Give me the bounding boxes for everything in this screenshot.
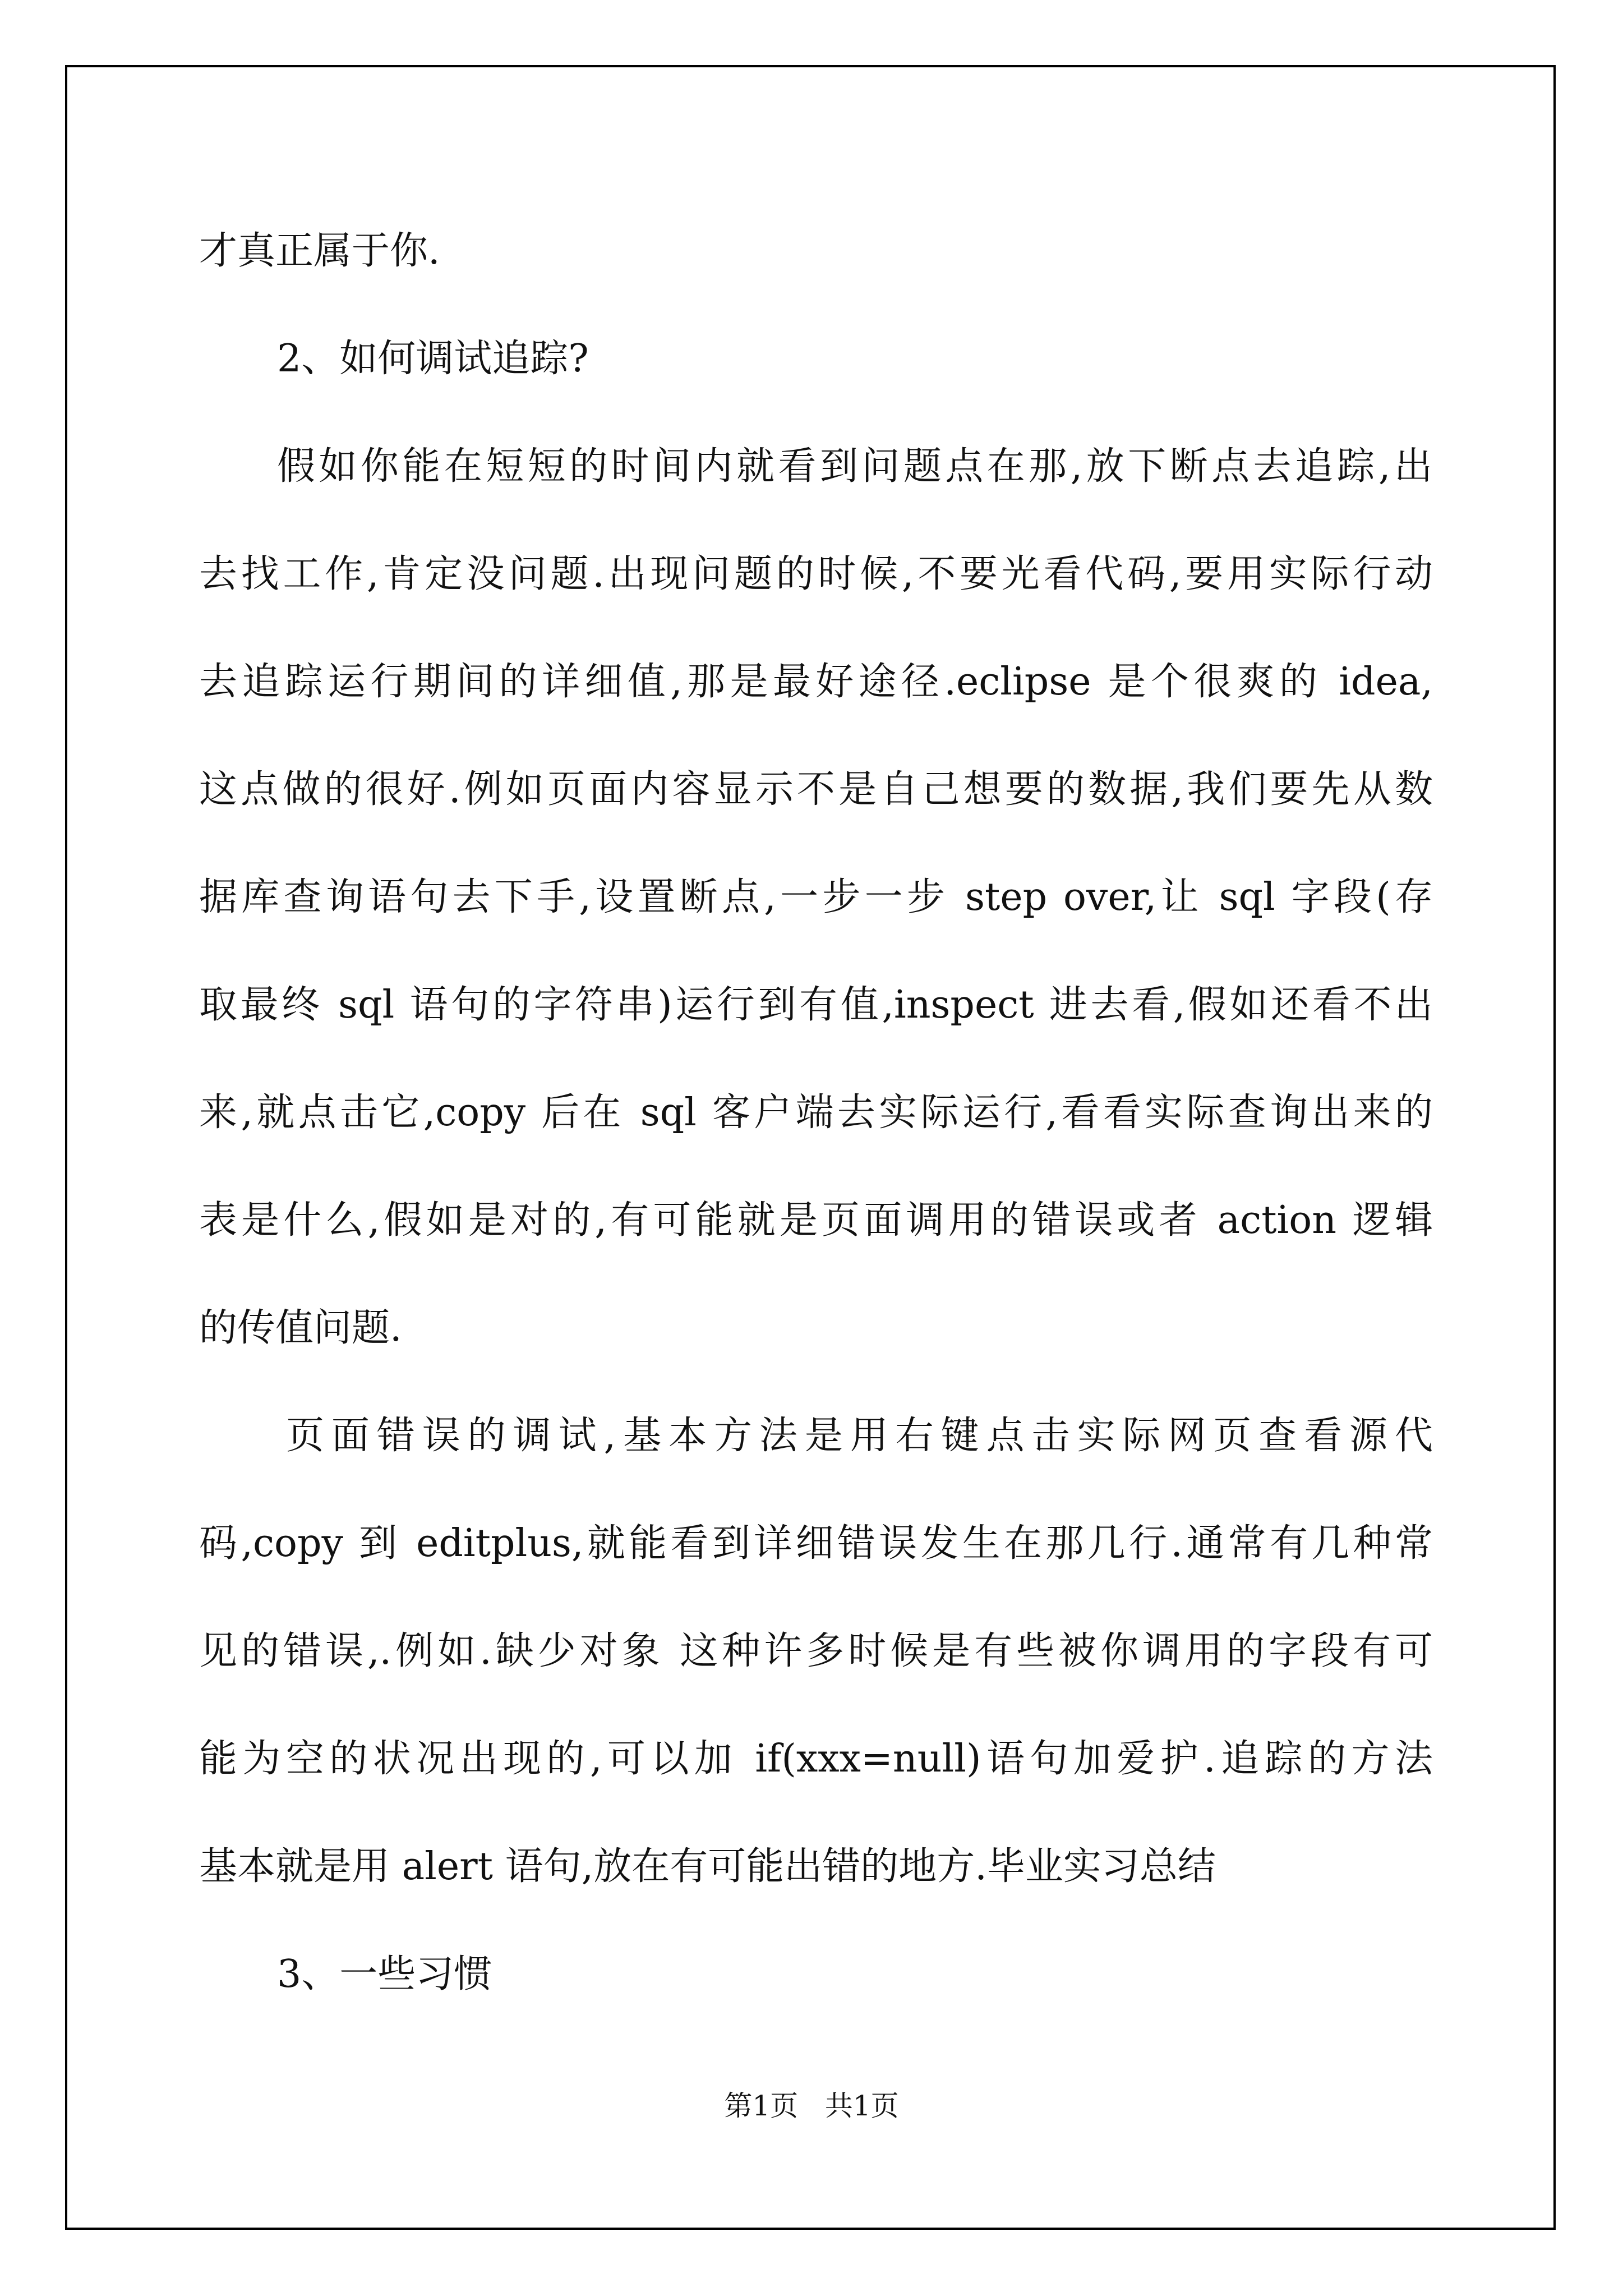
text-line-9: 来,就点击它,copy 后在 sql 客户端去实际运行,看看实际查询出来的	[199, 1091, 1433, 1135]
text-line-15: 能为空的状况出现的,可以加 if(xxx=null)语句加爱护.追踪的方法	[199, 1737, 1433, 1781]
text-line-3: 假如你能在短短的时间内就看到问题点在那,放下断点去追踪,出	[277, 444, 1432, 489]
text-line-5: 去追踪运行期间的详细值,那是最好途径.eclipse 是个很爽的 idea,	[199, 660, 1433, 704]
text-line-14: 见的错误,.例如.缺少对象 这种许多时候是有些被你调用的字段有可	[199, 1629, 1433, 1673]
text-line-12: 页面错误的调试,基本方法是用右键点击实际网页查看源代	[286, 1414, 1433, 1458]
text-line-13: 码,copy 到 editplus,就能看到详细错误发生在那几行.通常有几种常	[199, 1521, 1433, 1566]
text-line-6: 这点做的很好.例如页面内容显示不是自己想要的数据,我们要先从数	[199, 767, 1433, 812]
section-heading-2: 2、如何调试追踪?	[277, 337, 589, 381]
text-line-7: 据库查询语句去下手,设置断点,一步一步 step over,让 sql 字段(存	[199, 875, 1433, 919]
text-line-4: 去找工作,肯定没问题.出现问题的时候,不要光看代码,要用实际行动	[199, 552, 1433, 596]
text-line-10: 表是什么,假如是对的,有可能就是页面调用的错误或者 action 逻辑	[199, 1198, 1433, 1243]
section-heading-3: 3、一些习惯	[277, 1952, 492, 1996]
text-line-8: 取最终 sql 语句的字符串)运行到有值,inspect 进去看,假如还看不出	[199, 983, 1433, 1027]
page-footer: 第1页 共1页	[724, 2090, 899, 2122]
text-line-11: 的传值问题.	[199, 1306, 402, 1350]
text-line-16: 基本就是用 alert 语句,放在有可能出错的地方.毕业实习总结	[199, 1844, 1216, 1889]
text-line-1: 才真正属于你.	[199, 229, 440, 273]
page-border	[65, 65, 1556, 2230]
